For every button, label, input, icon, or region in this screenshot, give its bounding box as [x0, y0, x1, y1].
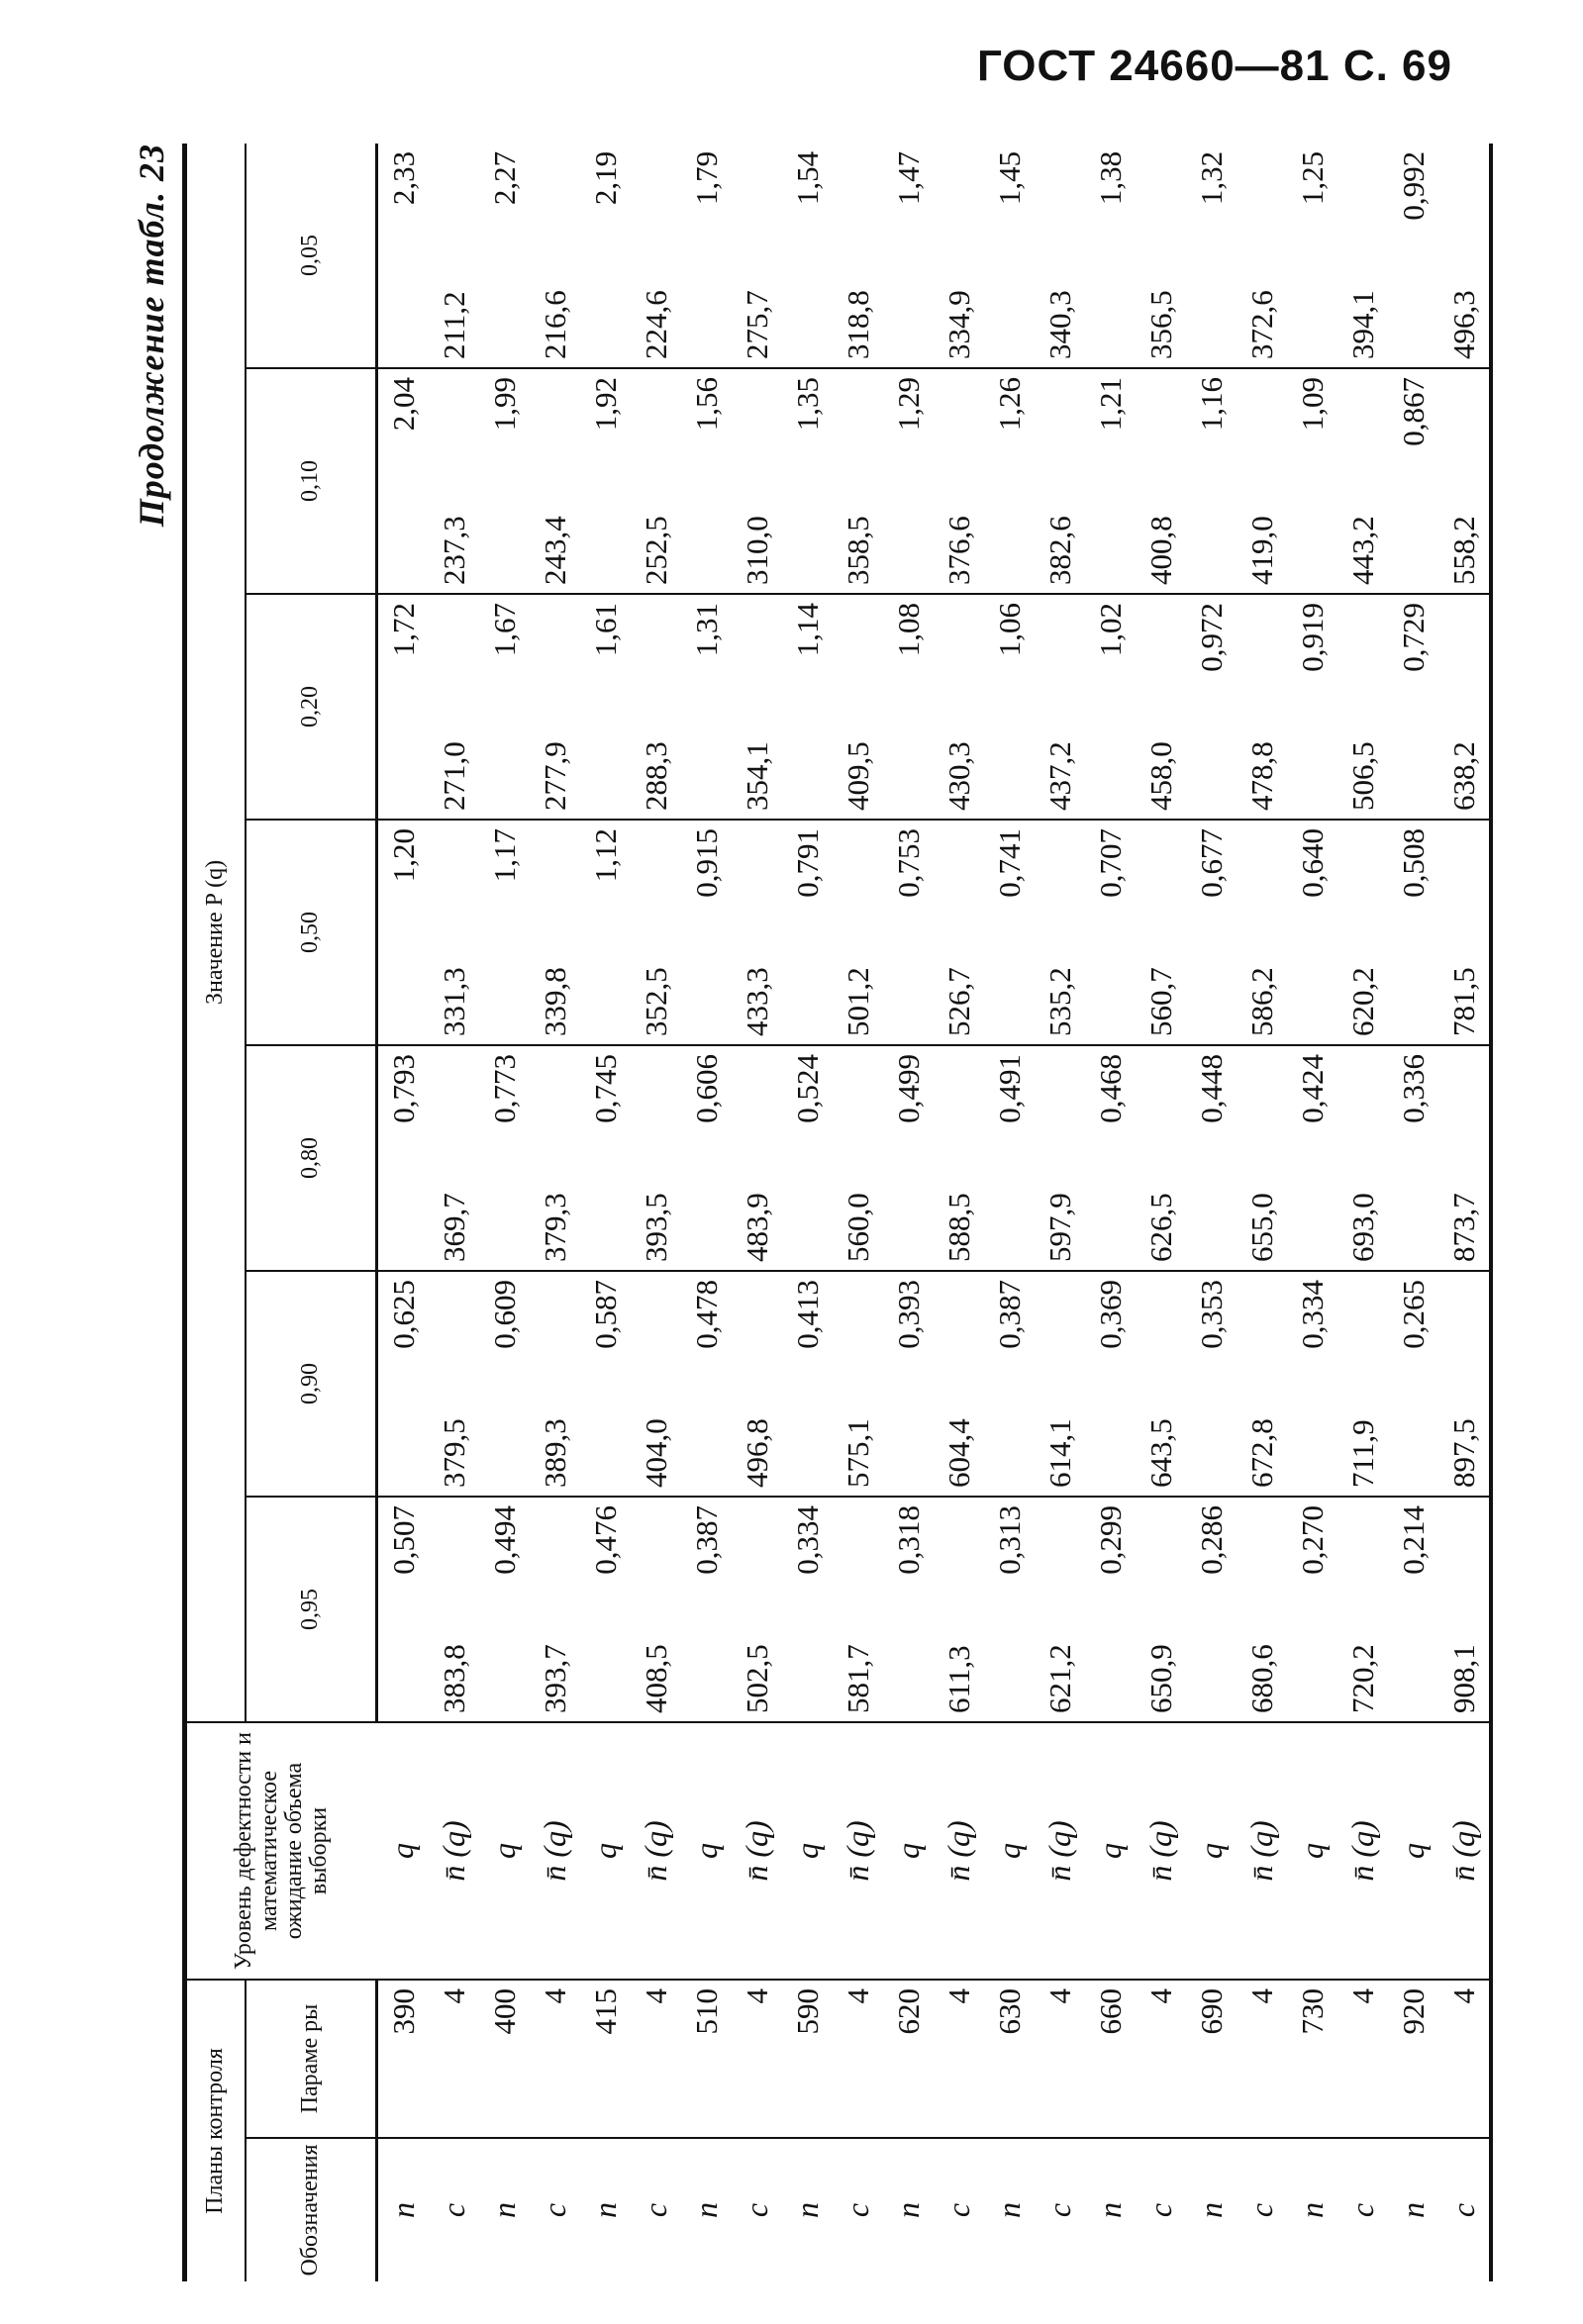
header-p-level: 0,10 [246, 368, 377, 594]
cell-value: 0,413 [782, 1271, 833, 1497]
cell-value: 643,5 [1136, 1271, 1186, 1497]
table-row [1186, 144, 1237, 2281]
header-p-level: 0,50 [246, 820, 377, 1045]
cell-value: 496,8 [732, 1271, 782, 1497]
cell-value: 0,625 [377, 1271, 430, 1497]
cell-value: 0,606 [681, 1045, 732, 1271]
header-p-level: 0,90 [246, 1271, 377, 1497]
table-row [1388, 144, 1438, 2281]
cell-value: 614,1 [1035, 1271, 1085, 1497]
cell-value: 0,524 [782, 1045, 833, 1271]
cell-param: 4 [1035, 1980, 1085, 2138]
cell-param: 660 [1085, 1980, 1136, 2138]
cell-designation: c [1243, 2202, 1279, 2218]
cell-value: 1,29 [883, 368, 934, 594]
cell-value: 1,99 [479, 368, 530, 594]
cell-level: q [1388, 1722, 1438, 1980]
cell-level: n̄ (q) [732, 1722, 782, 1980]
table-row [1085, 144, 1136, 2281]
rotated-table-area [131, 144, 1481, 2281]
table-row [1136, 144, 1186, 2281]
cell-value: 0,387 [984, 1271, 1035, 1497]
cell-value: 620,2 [1337, 820, 1388, 1045]
cell-value: 0,867 [1388, 368, 1438, 594]
cell-value: 0,707 [1085, 820, 1136, 1045]
table-row [984, 144, 1035, 2281]
cell-value: 0,507 [377, 1497, 430, 1722]
cell-value: 0,318 [883, 1497, 934, 1722]
cell-param: 590 [782, 1980, 833, 2138]
table-row [934, 144, 984, 2281]
cell-value: 352,5 [631, 820, 681, 1045]
cell-param: 400 [479, 1980, 530, 2138]
cell-value: 1,17 [479, 820, 530, 1045]
cell-level: n̄ (q) [833, 1722, 883, 1980]
cell-level: n̄ (q) [1035, 1722, 1085, 1980]
cell-value: 1,26 [984, 368, 1035, 594]
cell-value: 1,32 [1186, 144, 1237, 368]
header-designation: Обозначения [246, 2138, 377, 2281]
table-row [1287, 144, 1337, 2281]
cell-value: 502,5 [732, 1497, 782, 1722]
cell-value: 672,8 [1237, 1271, 1287, 1497]
cell-value: 0,424 [1287, 1045, 1337, 1271]
cell-value: 0,499 [883, 1045, 934, 1271]
cell-value: 873,7 [1438, 1045, 1491, 1271]
cell-level: q [681, 1722, 732, 1980]
cell-designation: c [940, 2202, 976, 2218]
cell-param: 620 [883, 1980, 934, 2138]
cell-designation: c [840, 2202, 875, 2218]
cell-value: 409,5 [833, 594, 883, 820]
cell-value: 1,92 [580, 368, 631, 594]
cell-value: 483,9 [732, 1045, 782, 1271]
cell-value: 1,54 [782, 144, 833, 368]
cell-value: 0,369 [1085, 1271, 1136, 1497]
cell-value: 2,27 [479, 144, 530, 368]
table-row [883, 144, 934, 2281]
cell-designation: n [991, 2202, 1027, 2218]
cell-designation: c [1344, 2202, 1380, 2218]
cell-param: 4 [1237, 1980, 1287, 2138]
cell-value: 271,0 [429, 594, 479, 820]
cell-param: 630 [984, 1980, 1035, 2138]
cell-value: 478,8 [1237, 594, 1287, 820]
cell-level: n̄ (q) [1136, 1722, 1186, 1980]
cell-value: 2,19 [580, 144, 631, 368]
page-header: ГОСТ 24660—81 С. 69 [976, 42, 1452, 90]
header-p-level: 0,95 [246, 1497, 377, 1722]
cell-value: 621,2 [1035, 1497, 1085, 1722]
cell-value: 638,2 [1438, 594, 1491, 820]
cell-value: 1,56 [681, 368, 732, 594]
cell-designation: n [1092, 2202, 1128, 2218]
cell-value: 1,06 [984, 594, 1035, 820]
cell-value: 0,265 [1388, 1271, 1438, 1497]
cell-value: 0,270 [1287, 1497, 1337, 1722]
cell-designation: c [1142, 2202, 1178, 2218]
cell-value: 2,04 [377, 368, 430, 594]
cell-value: 0,393 [883, 1271, 934, 1497]
cell-param: 730 [1287, 1980, 1337, 2138]
cell-value: 408,5 [631, 1497, 681, 1722]
cell-value: 908,1 [1438, 1497, 1491, 1722]
cell-value: 1,67 [479, 594, 530, 820]
cell-value: 0,494 [479, 1497, 530, 1722]
cell-value: 558,2 [1438, 368, 1491, 594]
cell-level: n̄ (q) [1438, 1722, 1491, 1980]
cell-param: 4 [1136, 1980, 1186, 2138]
cell-value: 535,2 [1035, 820, 1085, 1045]
cell-value: 430,3 [934, 594, 984, 820]
cell-value: 1,25 [1287, 144, 1337, 368]
cell-value: 1,45 [984, 144, 1035, 368]
cell-value: 0,448 [1186, 1045, 1237, 1271]
cell-value: 382,6 [1035, 368, 1085, 594]
header-p-level: 0,20 [246, 594, 377, 820]
table-row [479, 144, 530, 2281]
cell-value: 339,8 [530, 820, 580, 1045]
cell-param: 4 [934, 1980, 984, 2138]
cell-level: q [782, 1722, 833, 1980]
cell-level: q [479, 1722, 530, 1980]
cell-value: 1,72 [377, 594, 430, 820]
cell-value: 252,5 [631, 368, 681, 594]
cell-designation: c [1041, 2202, 1077, 2218]
cell-level: q [1186, 1722, 1237, 1980]
cell-value: 0,793 [377, 1045, 430, 1271]
cell-level: q [377, 1722, 430, 1980]
cell-value: 404,0 [631, 1271, 681, 1497]
cell-param: 4 [429, 1980, 479, 2138]
cell-value: 379,5 [429, 1271, 479, 1497]
cell-value: 1,21 [1085, 368, 1136, 594]
table-row [1237, 144, 1287, 2281]
cell-param: 390 [377, 1980, 430, 2138]
cell-designation: n [1193, 2202, 1229, 2218]
table-body [377, 144, 1492, 2281]
cell-value: 0,334 [782, 1497, 833, 1722]
header-values-group: Значение P (q) [185, 144, 247, 1722]
data-table [182, 144, 1493, 2281]
cell-value: 506,5 [1337, 594, 1388, 820]
cell-value: 0,609 [479, 1271, 530, 1497]
cell-value: 1,20 [377, 820, 430, 1045]
header-p-level: 0,05 [246, 144, 377, 368]
cell-value: 1,61 [580, 594, 631, 820]
cell-value: 655,0 [1237, 1045, 1287, 1271]
cell-value: 237,3 [429, 368, 479, 594]
cell-designation: n [587, 2202, 623, 2218]
cell-level: q [883, 1722, 934, 1980]
cell-value: 1,12 [580, 820, 631, 1045]
cell-value: 216,6 [530, 144, 580, 368]
cell-value: 1,16 [1186, 368, 1237, 594]
cell-value: 611,3 [934, 1497, 984, 1722]
cell-value: 1,08 [883, 594, 934, 820]
cell-value: 288,3 [631, 594, 681, 820]
cell-value: 243,4 [530, 368, 580, 594]
cell-value: 604,4 [934, 1271, 984, 1497]
table-row [429, 144, 479, 2281]
cell-value: 560,0 [833, 1045, 883, 1271]
cell-value: 0,587 [580, 1271, 631, 1497]
cell-level: n̄ (q) [1237, 1722, 1287, 1980]
cell-value: 394,1 [1337, 144, 1388, 368]
cell-designation: n [688, 2202, 724, 2218]
table-row [631, 144, 681, 2281]
cell-designation: n [1294, 2202, 1330, 2218]
cell-designation: c [638, 2202, 673, 2218]
cell-value: 1,02 [1085, 594, 1136, 820]
cell-value: 781,5 [1438, 820, 1491, 1045]
cell-value: 0,214 [1388, 1497, 1438, 1722]
cell-designation: c [739, 2202, 774, 2218]
cell-value: 0,476 [580, 1497, 631, 1722]
cell-value: 0,972 [1186, 594, 1237, 820]
header-plans-group: Планы контроля [185, 1980, 247, 2281]
header-p-level: 0,80 [246, 1045, 377, 1271]
cell-value: 393,7 [530, 1497, 580, 1722]
cell-value: 0,791 [782, 820, 833, 1045]
cell-param: 4 [530, 1980, 580, 2138]
cell-value: 0,387 [681, 1497, 732, 1722]
cell-level: n̄ (q) [631, 1722, 681, 1980]
cell-value: 501,2 [833, 820, 883, 1045]
cell-value: 275,7 [732, 144, 782, 368]
cell-level: q [580, 1722, 631, 1980]
cell-value: 0,729 [1388, 594, 1438, 820]
cell-value: 0,313 [984, 1497, 1035, 1722]
cell-value: 597,9 [1035, 1045, 1085, 1271]
cell-value: 0,286 [1186, 1497, 1237, 1722]
cell-value: 340,3 [1035, 144, 1085, 368]
cell-value: 0,915 [681, 820, 732, 1045]
cell-value: 0,992 [1388, 144, 1438, 368]
cell-param: 920 [1388, 1980, 1438, 2138]
cell-designation: n [789, 2202, 825, 2218]
table-caption: Продолжение табл. 23 [132, 144, 171, 528]
cell-value: 0,336 [1388, 1045, 1438, 1271]
cell-value: 1,31 [681, 594, 732, 820]
cell-level: n̄ (q) [934, 1722, 984, 1980]
cell-level: q [1287, 1722, 1337, 1980]
cell-designation: c [436, 2202, 471, 2218]
cell-value: 331,3 [429, 820, 479, 1045]
table-row [833, 144, 883, 2281]
table-row [732, 144, 782, 2281]
cell-value: 560,7 [1136, 820, 1186, 1045]
header-params: Параме ры [246, 1980, 377, 2138]
cell-value: 720,2 [1337, 1497, 1388, 1722]
cell-value: 581,7 [833, 1497, 883, 1722]
cell-value: 277,9 [530, 594, 580, 820]
cell-value: 358,5 [833, 368, 883, 594]
cell-value: 318,8 [833, 144, 883, 368]
table-row [1035, 144, 1085, 2281]
cell-param: 415 [580, 1980, 631, 2138]
cell-value: 586,2 [1237, 820, 1287, 1045]
cell-value: 0,508 [1388, 820, 1438, 1045]
header-level: Уровень дефектности и математическое ожидание объема выборки [185, 1722, 377, 1980]
cell-value: 379,3 [530, 1045, 580, 1271]
table-row [782, 144, 833, 2281]
cell-param: 4 [631, 1980, 681, 2138]
cell-value: 0,640 [1287, 820, 1337, 1045]
cell-value: 0,773 [479, 1045, 530, 1271]
cell-level: q [1085, 1722, 1136, 1980]
cell-value: 0,468 [1085, 1045, 1136, 1271]
cell-value: 433,3 [732, 820, 782, 1045]
cell-value: 897,5 [1438, 1271, 1491, 1497]
cell-value: 1,14 [782, 594, 833, 820]
cell-value: 2,33 [377, 144, 430, 368]
cell-value: 0,919 [1287, 594, 1337, 820]
cell-value: 711,9 [1337, 1271, 1388, 1497]
cell-value: 211,2 [429, 144, 479, 368]
cell-value: 0,491 [984, 1045, 1035, 1271]
cell-value: 334,9 [934, 144, 984, 368]
cell-value: 1,35 [782, 368, 833, 594]
cell-designation: n [1395, 2202, 1431, 2218]
cell-value: 496,3 [1438, 144, 1491, 368]
cell-value: 310,0 [732, 368, 782, 594]
cell-value: 0,478 [681, 1271, 732, 1497]
cell-level: q [984, 1722, 1035, 1980]
cell-value: 376,6 [934, 368, 984, 594]
cell-value: 693,0 [1337, 1045, 1388, 1271]
cell-value: 443,2 [1337, 368, 1388, 594]
table-row [1438, 144, 1491, 2281]
cell-designation: n [890, 2202, 926, 2218]
cell-value: 354,1 [732, 594, 782, 820]
table-row [1337, 144, 1388, 2281]
cell-value: 356,5 [1136, 144, 1186, 368]
cell-level: n̄ (q) [530, 1722, 580, 1980]
cell-value: 369,7 [429, 1045, 479, 1271]
cell-designation: c [537, 2202, 572, 2218]
cell-param: 4 [1337, 1980, 1388, 2138]
cell-value: 575,1 [833, 1271, 883, 1497]
cell-value: 400,8 [1136, 368, 1186, 594]
cell-value: 437,2 [1035, 594, 1085, 820]
cell-value: 0,741 [984, 820, 1035, 1045]
cell-value: 0,334 [1287, 1271, 1337, 1497]
cell-value: 680,6 [1237, 1497, 1287, 1722]
cell-value: 389,3 [530, 1271, 580, 1497]
cell-value: 0,753 [883, 820, 934, 1045]
cell-value: 1,47 [883, 144, 934, 368]
cell-value: 0,677 [1186, 820, 1237, 1045]
cell-value: 1,09 [1287, 368, 1337, 594]
cell-value: 588,5 [934, 1045, 984, 1271]
cell-value: 0,299 [1085, 1497, 1136, 1722]
cell-param: 4 [833, 1980, 883, 2138]
cell-param: 4 [732, 1980, 782, 2138]
cell-value: 526,7 [934, 820, 984, 1045]
cell-value: 224,6 [631, 144, 681, 368]
cell-param: 690 [1186, 1980, 1237, 2138]
cell-value: 1,38 [1085, 144, 1136, 368]
table-row [681, 144, 732, 2281]
cell-param: 510 [681, 1980, 732, 2138]
cell-level: n̄ (q) [1337, 1722, 1388, 1980]
table-row [377, 144, 430, 2281]
table-row [530, 144, 580, 2281]
cell-param: 4 [1438, 1980, 1491, 2138]
cell-value: 626,5 [1136, 1045, 1186, 1271]
cell-designation: n [486, 2202, 522, 2218]
cell-value: 393,5 [631, 1045, 681, 1271]
cell-value: 0,745 [580, 1045, 631, 1271]
cell-value: 419,0 [1237, 368, 1287, 594]
cell-value: 372,6 [1237, 144, 1287, 368]
cell-level: n̄ (q) [429, 1722, 479, 1980]
cell-value: 383,8 [429, 1497, 479, 1722]
cell-designation: n [385, 2202, 421, 2218]
table-row [580, 144, 631, 2281]
cell-value: 1,79 [681, 144, 732, 368]
cell-value: 458,0 [1136, 594, 1186, 820]
cell-value: 0,353 [1186, 1271, 1237, 1497]
cell-designation: c [1438, 2138, 1491, 2281]
cell-value: 650,9 [1136, 1497, 1186, 1722]
